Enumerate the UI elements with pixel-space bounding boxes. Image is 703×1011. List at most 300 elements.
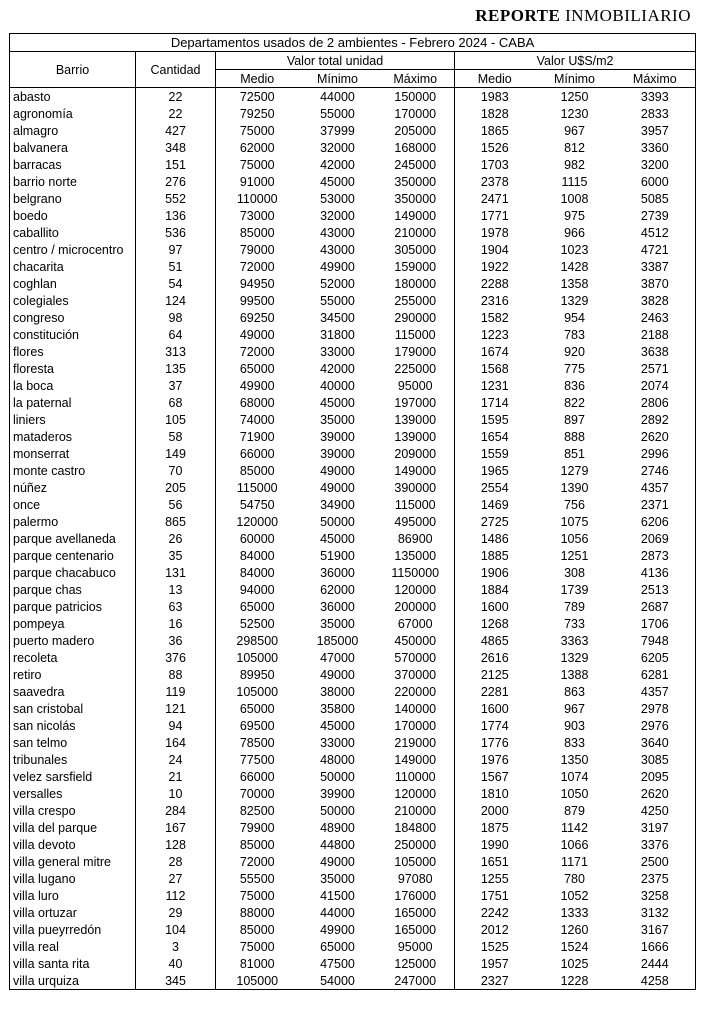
cell-m2-maximo: 3085: [615, 751, 696, 768]
cell-total-medio: 72000: [239, 259, 275, 274]
cell-cantidad: 56: [136, 496, 216, 513]
cell-m2-maximo: 2375: [615, 870, 696, 887]
cell-total-medio: 75000: [239, 939, 275, 954]
cell-total-maximo: 200000: [377, 598, 455, 615]
cell-total-maximo: 184800: [377, 819, 455, 836]
cell-cantidad: 70: [136, 462, 216, 479]
cell-m2-maximo: 3167: [615, 921, 696, 938]
cell-total-maximo: 165000: [377, 904, 455, 921]
cell-cantidad: 348: [136, 139, 216, 156]
cell-m2-maximo: 2687: [615, 598, 696, 615]
cell-barrio: boedo: [10, 207, 136, 224]
cell-total-medio: 66000: [239, 446, 275, 461]
cell-m2-minimo: 1115: [561, 174, 588, 189]
cell-total-medio: 55500: [239, 871, 275, 886]
table-row: [10, 275, 696, 292]
cell-total-minimo: 37999: [320, 123, 355, 138]
cell-total-minimo: 44000: [320, 89, 355, 104]
cell-m2-maximo: 4136: [615, 564, 696, 581]
cell-total-maximo: 210000: [377, 224, 455, 241]
cell-m2-minimo: 1390: [560, 480, 589, 495]
cell-total-minimo: 35000: [320, 616, 355, 631]
cell-total-maximo: 97080: [377, 870, 455, 887]
cell-m2-maximo: 2620: [615, 428, 696, 445]
cell-total-medio: 72000: [239, 854, 275, 869]
cell-total-minimo: 49000: [320, 854, 355, 869]
cell-cantidad: 105: [136, 411, 216, 428]
cell-barrio: chacarita: [10, 258, 136, 275]
cell-cantidad: 149: [136, 445, 216, 462]
cell-barrio: núñez: [10, 479, 136, 496]
cell-m2-medio: 1978: [480, 225, 509, 240]
cell-total-medio: 75000: [239, 123, 275, 138]
cell-m2-minimo: 1350: [560, 752, 589, 767]
cell-barrio: san telmo: [10, 734, 136, 751]
cell-total-minimo: 43000: [320, 225, 355, 240]
cell-total-medio: 89950: [239, 667, 275, 682]
cell-barrio: palermo: [10, 513, 136, 530]
cell-total-maximo: 168000: [377, 139, 455, 156]
cell-m2-medio: 1469: [480, 497, 509, 512]
cell-total-minimo: 54000: [299, 972, 377, 990]
cell-cantidad: 13: [136, 581, 216, 598]
cell-total-maximo: 255000: [377, 292, 455, 309]
cell-total-medio: 79900: [239, 820, 275, 835]
cell-m2-medio: 2012: [480, 922, 509, 937]
cell-cantidad: 64: [136, 326, 216, 343]
cell-total-minimo: 33000: [320, 344, 355, 359]
cell-barrio: villa ortuzar: [10, 904, 136, 921]
cell-cantidad: 54: [136, 275, 216, 292]
cell-total-maximo: 120000: [377, 785, 455, 802]
cell-cantidad: 10: [136, 785, 216, 802]
cell-m2-minimo: 1050: [560, 786, 589, 801]
cell-barrio: congreso: [10, 309, 136, 326]
cell-m2-medio: 1810: [480, 786, 509, 801]
cell-m2-minimo: 903: [564, 718, 585, 733]
table-row: [10, 411, 696, 428]
table-row: [10, 156, 696, 173]
table-row: [10, 632, 696, 649]
cell-m2-medio: 1776: [480, 735, 509, 750]
cell-barrio: monserrat: [10, 445, 136, 462]
cell-barrio: velez sarsfield: [10, 768, 136, 785]
cell-m2-minimo: 1333: [560, 905, 589, 920]
cell-m2-maximo: 2873: [615, 547, 696, 564]
cell-cantidad: 164: [136, 734, 216, 751]
sub-header-total-maximo: Máximo: [377, 70, 455, 88]
cell-total-medio: 75000: [239, 888, 275, 903]
cell-barrio: villa crespo: [10, 802, 136, 819]
cell-barrio: villa lugano: [10, 870, 136, 887]
cell-barrio: almagro: [10, 122, 136, 139]
cell-m2-medio: 1976: [480, 752, 509, 767]
table-row: [10, 615, 696, 632]
cell-m2-maximo: 3360: [615, 139, 696, 156]
table-row: [10, 853, 696, 870]
cell-total-minimo: 42000: [320, 361, 355, 376]
cell-total-minimo: 33000: [320, 735, 355, 750]
cell-cantidad: 313: [136, 343, 216, 360]
cell-m2-maximo: 2746: [615, 462, 696, 479]
cell-total-minimo: 35000: [320, 871, 355, 886]
cell-total-minimo: 35800: [320, 701, 355, 716]
cell-m2-minimo: 1056: [560, 531, 589, 546]
cell-barrio: villa luro: [10, 887, 136, 904]
cell-total-maximo: 125000: [377, 955, 455, 972]
cell-m2-maximo: 2188: [615, 326, 696, 343]
cell-total-maximo: 115000: [377, 326, 455, 343]
cell-total-minimo: 34900: [320, 497, 355, 512]
cell-total-maximo: 305000: [377, 241, 455, 258]
cell-m2-maximo: 5085: [615, 190, 696, 207]
cell-total-minimo: 45000: [320, 174, 355, 189]
cell-m2-maximo: 3640: [615, 734, 696, 751]
cell-total-maximo: 95000: [377, 938, 455, 955]
cell-cantidad: 29: [136, 904, 216, 921]
cell-barrio: versalles: [10, 785, 136, 802]
cell-m2-medio: 1875: [480, 820, 509, 835]
cell-total-minimo: 43000: [320, 242, 355, 257]
cell-m2-maximo: 2500: [615, 853, 696, 870]
cell-barrio: abasto: [10, 88, 136, 106]
cell-m2-medio: 2554: [480, 480, 509, 495]
cell-cantidad: 205: [136, 479, 216, 496]
cell-total-maximo: 219000: [377, 734, 455, 751]
cell-total-maximo: 390000: [377, 479, 455, 496]
cell-barrio: parque avellaneda: [10, 530, 136, 547]
table-row: [10, 394, 696, 411]
cell-total-minimo: 32000: [320, 140, 355, 155]
cell-total-minimo: 50000: [320, 514, 355, 529]
cell-m2-minimo: 967: [564, 123, 585, 138]
cell-m2-maximo: 4357: [615, 479, 696, 496]
cell-m2-medio: 4865: [480, 633, 509, 648]
table-row: [10, 683, 696, 700]
cell-cantidad: 37: [136, 377, 216, 394]
cell-m2-minimo: 966: [564, 225, 585, 240]
cell-m2-medio: 1906: [480, 565, 509, 580]
cell-m2-medio: 1751: [480, 888, 509, 903]
table-row: [10, 904, 696, 921]
cell-m2-minimo: 1279: [560, 463, 589, 478]
cell-total-minimo: 41500: [320, 888, 355, 903]
group-header-m2: Valor U$S/m2: [455, 52, 696, 70]
cell-total-maximo: 159000: [377, 258, 455, 275]
cell-m2-medio: 1774: [480, 718, 509, 733]
cell-m2-medio: 2616: [480, 650, 509, 665]
cell-total-medio: 91000: [239, 174, 275, 189]
cell-total-medio: 73000: [239, 208, 275, 223]
cell-total-minimo: 45000: [320, 718, 355, 733]
cell-cantidad: 28: [136, 853, 216, 870]
cell-m2-minimo: 879: [564, 803, 585, 818]
cell-m2-minimo: 1008: [560, 191, 589, 206]
cell-cantidad: 552: [136, 190, 216, 207]
cell-m2-medio: 2378: [480, 174, 509, 189]
cell-m2-maximo: 2095: [615, 768, 696, 785]
cell-m2-maximo: 2069: [615, 530, 696, 547]
table-row: [10, 496, 696, 513]
cell-total-medio: 69500: [239, 718, 275, 733]
sub-header-total-medio: Medio: [216, 70, 299, 88]
table-row: [10, 819, 696, 836]
cell-m2-medio: 1582: [480, 310, 509, 325]
cell-total-maximo: 149000: [377, 462, 455, 479]
cell-m2-maximo: 7948: [615, 632, 696, 649]
cell-m2-medio: 1771: [480, 208, 509, 223]
cell-total-maximo: 139000: [377, 428, 455, 445]
cell-cantidad: 151: [136, 156, 216, 173]
cell-total-minimo: 38000: [320, 684, 355, 699]
cell-total-minimo: 62000: [320, 582, 355, 597]
cell-m2-minimo: 975: [564, 208, 585, 223]
cell-total-medio: 99500: [239, 293, 275, 308]
cell-total-maximo: 205000: [377, 122, 455, 139]
cell-cantidad: 21: [136, 768, 216, 785]
cell-total-medio: 74000: [239, 412, 275, 427]
cell-barrio: la boca: [10, 377, 136, 394]
cell-total-medio: 120000: [236, 514, 279, 529]
cell-total-medio: 72500: [239, 89, 275, 104]
cell-m2-minimo: 1228: [535, 972, 615, 990]
col-header-barrio: Barrio: [10, 52, 136, 88]
cell-m2-minimo: 836: [564, 378, 585, 393]
cell-m2-maximo: 3828: [615, 292, 696, 309]
cell-barrio: villa urquiza: [10, 972, 136, 990]
cell-barrio: parque chas: [10, 581, 136, 598]
table-row: [10, 343, 696, 360]
cell-m2-maximo: 4721: [615, 241, 696, 258]
table-row: [10, 649, 696, 666]
cell-m2-medio: 1600: [480, 701, 509, 716]
cell-barrio: caballito: [10, 224, 136, 241]
cell-total-minimo: 47500: [320, 956, 355, 971]
cell-m2-minimo: 822: [564, 395, 585, 410]
table-row: [10, 445, 696, 462]
table-row: [10, 836, 696, 853]
cell-m2-maximo: 2739: [615, 207, 696, 224]
cell-total-maximo: 135000: [377, 547, 455, 564]
cell-m2-medio: 1884: [480, 582, 509, 597]
cell-m2-maximo: 1706: [615, 615, 696, 632]
cell-m2-maximo: 3638: [615, 343, 696, 360]
cell-cantidad: 284: [136, 802, 216, 819]
cell-total-maximo: 120000: [377, 581, 455, 598]
cell-m2-medio: 1654: [480, 429, 509, 444]
cell-total-medio: 68000: [239, 395, 275, 410]
cell-barrio: puerto madero: [10, 632, 136, 649]
cell-m2-minimo: 1025: [560, 956, 589, 971]
cell-cantidad: 97: [136, 241, 216, 258]
cell-cantidad: 40: [136, 955, 216, 972]
cell-m2-minimo: 897: [564, 412, 585, 427]
cell-m2-maximo: 3132: [615, 904, 696, 921]
cell-m2-minimo: 1066: [560, 837, 589, 852]
price-table: [9, 33, 696, 990]
cell-barrio: pompeya: [10, 615, 136, 632]
cell-barrio: constitución: [10, 326, 136, 343]
cell-barrio: recoleta: [10, 649, 136, 666]
cell-barrio: san nicolás: [10, 717, 136, 734]
cell-m2-medio: 1885: [480, 548, 509, 563]
cell-m2-minimo: 1329: [560, 650, 589, 665]
cell-total-minimo: 51900: [320, 548, 355, 563]
cell-cantidad: 376: [136, 649, 216, 666]
cell-total-medio: 88000: [239, 905, 275, 920]
cell-total-medio: 85000: [239, 225, 275, 240]
cell-cantidad: 135: [136, 360, 216, 377]
cell-barrio: barracas: [10, 156, 136, 173]
table-row: [10, 377, 696, 394]
cell-total-medio: 62000: [239, 140, 275, 155]
cell-total-medio: 75000: [239, 157, 275, 172]
cell-cantidad: 22: [136, 88, 216, 106]
cell-total-minimo: 40000: [320, 378, 355, 393]
cell-m2-minimo: 812: [564, 140, 585, 155]
cell-total-maximo: 290000: [377, 309, 455, 326]
brand-logo: [475, 6, 691, 26]
group-header-total: Valor total unidad: [216, 52, 455, 70]
cell-cantidad: 128: [136, 836, 216, 853]
cell-m2-medio: 1965: [480, 463, 509, 478]
cell-m2-maximo: 2996: [615, 445, 696, 462]
table-row: [10, 751, 696, 768]
cell-total-minimo: 39900: [320, 786, 355, 801]
cell-m2-maximo: 2371: [615, 496, 696, 513]
cell-m2-medio: 1559: [480, 446, 509, 461]
cell-m2-minimo: 1142: [561, 820, 588, 835]
table-row: [10, 224, 696, 241]
cell-barrio: parque chacabuco: [10, 564, 136, 581]
cell-m2-minimo: 982: [564, 157, 585, 172]
cell-barrio: liniers: [10, 411, 136, 428]
cell-total-maximo: 209000: [377, 445, 455, 462]
cell-m2-minimo: 1329: [560, 293, 589, 308]
cell-total-minimo: 53000: [320, 191, 355, 206]
cell-barrio: parque patricios: [10, 598, 136, 615]
cell-cantidad: 63: [136, 598, 216, 615]
cell-total-medio: 105000: [216, 972, 299, 990]
brand-bold-text: REPORTE: [475, 6, 561, 25]
cell-m2-medio: 1567: [480, 769, 509, 784]
cell-total-minimo: 34500: [320, 310, 355, 325]
cell-total-maximo: 495000: [377, 513, 455, 530]
cell-total-minimo: 49900: [320, 259, 355, 274]
cell-cantidad: 112: [136, 887, 216, 904]
cell-total-medio: 66000: [239, 769, 275, 784]
cell-m2-maximo: 2444: [615, 955, 696, 972]
cell-total-medio: 70000: [239, 786, 275, 801]
cell-m2-medio: 1568: [480, 361, 509, 376]
cell-barrio: mataderos: [10, 428, 136, 445]
cell-m2-minimo: 783: [564, 327, 585, 342]
cell-total-medio: 65000: [239, 361, 275, 376]
cell-total-minimo: 52000: [320, 276, 355, 291]
cell-total-minimo: 48900: [320, 820, 355, 835]
cell-total-medio: 79250: [239, 106, 275, 121]
cell-m2-minimo: 308: [564, 565, 585, 580]
cell-total-medio: 60000: [239, 531, 275, 546]
cell-m2-minimo: 3363: [560, 633, 589, 648]
table-row: [10, 122, 696, 139]
cell-m2-minimo: 733: [564, 616, 585, 631]
cell-cantidad: 26: [136, 530, 216, 547]
cell-barrio: monte castro: [10, 462, 136, 479]
table-row: [10, 309, 696, 326]
sub-header-total-minimo: Mínimo: [299, 70, 377, 88]
table-row: [10, 955, 696, 972]
cell-m2-maximo: 2978: [615, 700, 696, 717]
cell-cantidad: 88: [136, 666, 216, 683]
cell-total-medio: 84000: [239, 548, 275, 563]
cell-m2-maximo: 6000: [615, 173, 696, 190]
cell-m2-maximo: 3376: [615, 836, 696, 853]
cell-total-minimo: 45000: [320, 531, 355, 546]
cell-barrio: floresta: [10, 360, 136, 377]
cell-total-maximo: 105000: [377, 853, 455, 870]
cell-barrio: villa del parque: [10, 819, 136, 836]
table-row: [10, 972, 696, 990]
cell-total-maximo: 197000: [377, 394, 455, 411]
cell-m2-minimo: 1739: [560, 582, 589, 597]
cell-barrio: agronomía: [10, 105, 136, 122]
cell-barrio: retiro: [10, 666, 136, 683]
table-row: [10, 802, 696, 819]
table-row: [10, 513, 696, 530]
cell-cantidad: 68: [136, 394, 216, 411]
cell-m2-minimo: 1075: [560, 514, 589, 529]
cell-m2-minimo: 920: [564, 344, 585, 359]
cell-cantidad: 3: [136, 938, 216, 955]
cell-m2-medio: 1703: [480, 157, 509, 172]
cell-m2-maximo: 2571: [615, 360, 696, 377]
cell-total-medio: 77500: [239, 752, 275, 767]
cell-m2-medio: 1231: [480, 378, 509, 393]
cell-barrio: belgrano: [10, 190, 136, 207]
cell-m2-maximo: 2074: [615, 377, 696, 394]
cell-total-maximo: 370000: [377, 666, 455, 683]
table-row: [10, 173, 696, 190]
table-row: [10, 785, 696, 802]
cell-total-maximo: 245000: [377, 156, 455, 173]
cell-total-maximo: 225000: [377, 360, 455, 377]
cell-total-minimo: 32000: [320, 208, 355, 223]
cell-m2-minimo: 789: [564, 599, 585, 614]
cell-m2-medio: 2316: [480, 293, 509, 308]
cell-m2-medio: 1526: [480, 140, 509, 155]
cell-total-medio: 85000: [239, 837, 275, 852]
cell-m2-medio: 2725: [480, 514, 509, 529]
cell-m2-medio: 1255: [480, 871, 509, 886]
cell-m2-maximo: 2620: [615, 785, 696, 802]
cell-total-medio: 298500: [236, 633, 279, 648]
cell-total-medio: 85000: [239, 922, 275, 937]
cell-m2-maximo: 2833: [615, 105, 696, 122]
table-row: [10, 581, 696, 598]
cell-total-medio: 79000: [239, 242, 275, 257]
cell-cantidad: 36: [136, 632, 216, 649]
cell-m2-maximo: 2513: [615, 581, 696, 598]
cell-m2-medio: 1983: [480, 89, 509, 104]
cell-total-medio: 105000: [236, 684, 279, 699]
cell-m2-minimo: 1524: [560, 939, 589, 954]
cell-total-maximo: 150000: [377, 88, 455, 106]
cell-total-maximo: 450000: [377, 632, 455, 649]
cell-m2-maximo: 3957: [615, 122, 696, 139]
table-row: [10, 88, 696, 106]
table-row: [10, 564, 696, 581]
